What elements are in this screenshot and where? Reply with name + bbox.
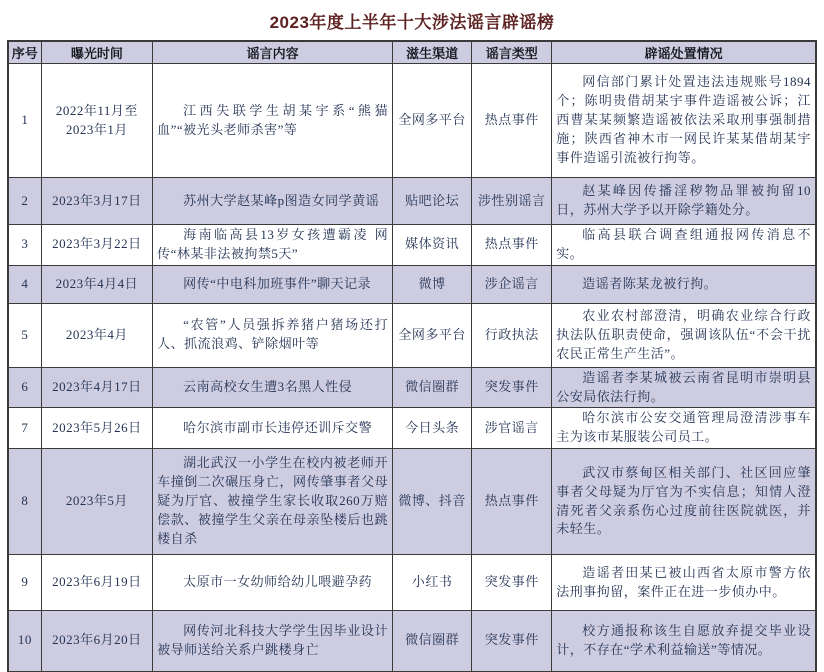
cell-no: 9 (8, 555, 41, 611)
cell-time: 2023年6月20日 (41, 611, 153, 672)
table-row (8, 408, 816, 449)
page-title: 2023年度上半年十大涉法谣言辟谣榜 (269, 13, 555, 32)
column-header-type: 谣言类型 (472, 41, 552, 64)
cell-content: 哈尔滨市副市长违停还训斥交警 (153, 408, 393, 449)
column-header-time: 曝光时间 (41, 41, 153, 64)
cell-content: 海南临高县13岁女孩遭霸凌 网传“林某非法被拘禁5天” (153, 225, 393, 266)
cell-channel: 微博 (393, 265, 472, 303)
cell-time: 2023年5月 (41, 449, 153, 555)
table-row (8, 225, 816, 266)
cell-channel: 小红书 (393, 555, 472, 611)
cell-handling: 造谣者李某城被云南省昆明市崇明县公安局依法行拘。 (552, 367, 816, 408)
cell-time: 2023年6月19日 (41, 555, 153, 611)
cell-type: 涉企谣言 (472, 265, 552, 303)
column-header-content: 谣言内容 (153, 41, 393, 64)
cell-channel: 微博、抖音 (393, 449, 472, 555)
cell-handling: 农业农村部澄清，明确农业综合行政执法队伍职责使命，强调该队伍“不会干扰农民正常生产生活”。 (552, 303, 816, 367)
column-header-channel: 滋生渠道 (393, 41, 472, 64)
cell-type: 热点事件 (472, 449, 552, 555)
column-header-no: 序号 (8, 41, 41, 64)
table-row (8, 367, 816, 408)
cell-no: 4 (8, 265, 41, 303)
cell-handling: 造谣者田某已被山西省太原市警方依法刑事拘留，案件正在进一步侦办中。 (552, 555, 816, 611)
cell-content: 网传河北科技大学学生因毕业设计被导师送给关系户跳楼身亡 (153, 611, 393, 672)
cell-no: 3 (8, 225, 41, 266)
cell-no: 5 (8, 303, 41, 367)
cell-content: 云南高校女生遭3名黑人性侵 (153, 367, 393, 408)
table-row (8, 178, 816, 225)
cell-time: 2023年5月26日 (41, 408, 153, 449)
cell-content: 网传“中电科加班事件”聊天记录 (153, 265, 393, 303)
cell-type: 热点事件 (472, 225, 552, 266)
cell-channel: 贴吧论坛 (393, 178, 472, 225)
cell-channel: 微信圈群 (393, 611, 472, 672)
cell-time: 2023年4月17日 (41, 367, 153, 408)
table-row (8, 555, 816, 611)
cell-type: 突发事件 (472, 611, 552, 672)
cell-handling: 赵某峰因传播淫秽物品罪被拘留10日，苏州大学予以开除学籍处分。 (552, 178, 816, 225)
cell-time: 2023年4月 (41, 303, 153, 367)
cell-time: 2023年4月4日 (41, 265, 153, 303)
cell-content: 太原市一女幼师给幼儿喂避孕药 (153, 555, 393, 611)
cell-no: 2 (8, 178, 41, 225)
cell-channel: 媒体资讯 (393, 225, 472, 266)
cell-time: 2023年3月22日 (41, 225, 153, 266)
cell-time: 2022年11月至2023年1月 (41, 64, 153, 178)
cell-content: 江西失联学生胡某宇系“熊猫血”“被光头老师杀害”等 (153, 64, 393, 178)
table-row (8, 449, 816, 555)
cell-no: 10 (8, 611, 41, 672)
cell-type: 行政执法 (472, 303, 552, 367)
cell-no: 1 (8, 64, 41, 178)
header-row (8, 41, 816, 64)
table-row (8, 611, 816, 672)
cell-handling: 造谣者陈某龙被行拘。 (552, 265, 816, 303)
cell-no: 7 (8, 408, 41, 449)
cell-type: 突发事件 (472, 555, 552, 611)
cell-content: 湖北武汉一小学生在校内被老师开车撞倒二次碾压身亡，网传肇事者父母疑为厅官、被撞学生家长收取260万赔偿款、被撞学生父亲在母亲坠楼后也跳楼自杀 (153, 449, 393, 555)
cell-type: 涉性别谣言 (472, 178, 552, 225)
table-row (8, 64, 816, 178)
cell-no: 6 (8, 367, 41, 408)
cell-type: 涉官谣言 (472, 408, 552, 449)
cell-channel: 今日头条 (393, 408, 472, 449)
table-row (8, 303, 816, 367)
cell-channel: 全网多平台 (393, 303, 472, 367)
cell-channel: 全网多平台 (393, 64, 472, 178)
cell-channel: 微信圈群 (393, 367, 472, 408)
cell-handling: 哈尔滨市公安交通管理局澄清涉事车主为该市某服装公司员工。 (552, 408, 816, 449)
cell-content: “农管”人员强拆养猪户猪场还打人、抓流浪鸡、铲除烟叶等 (153, 303, 393, 367)
table-row (8, 265, 816, 303)
cell-type: 突发事件 (472, 367, 552, 408)
cell-content: 苏州大学赵某峰p图造女同学黄谣 (153, 178, 393, 225)
cell-no: 8 (8, 449, 41, 555)
cell-handling: 武汉市蔡甸区相关部门、社区回应肇事者父母疑为厅官为不实信息；知情人澄清死者父亲系伤心过度前往医院就医，并未轻生。 (552, 449, 816, 555)
column-header-handling: 辟谣处置情况 (552, 41, 816, 64)
cell-handling: 临高县联合调查组通报网传消息不实。 (552, 225, 816, 266)
cell-type: 热点事件 (472, 64, 552, 178)
rumor-table (7, 40, 817, 672)
cell-handling: 校方通报称该生自愿放弃提交毕业设计，不存在“学术利益输送”等情况。 (552, 611, 816, 672)
cell-time: 2023年3月17日 (41, 178, 153, 225)
cell-handling: 网信部门累计处置违法违规账号1894个；陈明贵借胡某宇事件造谣被公诉；江西曹某某频繁造谣被依法采取刑事强制措施；陕西省神木市一网民许某某借胡某宇事件造谣引流被行拘等。 (552, 64, 816, 178)
